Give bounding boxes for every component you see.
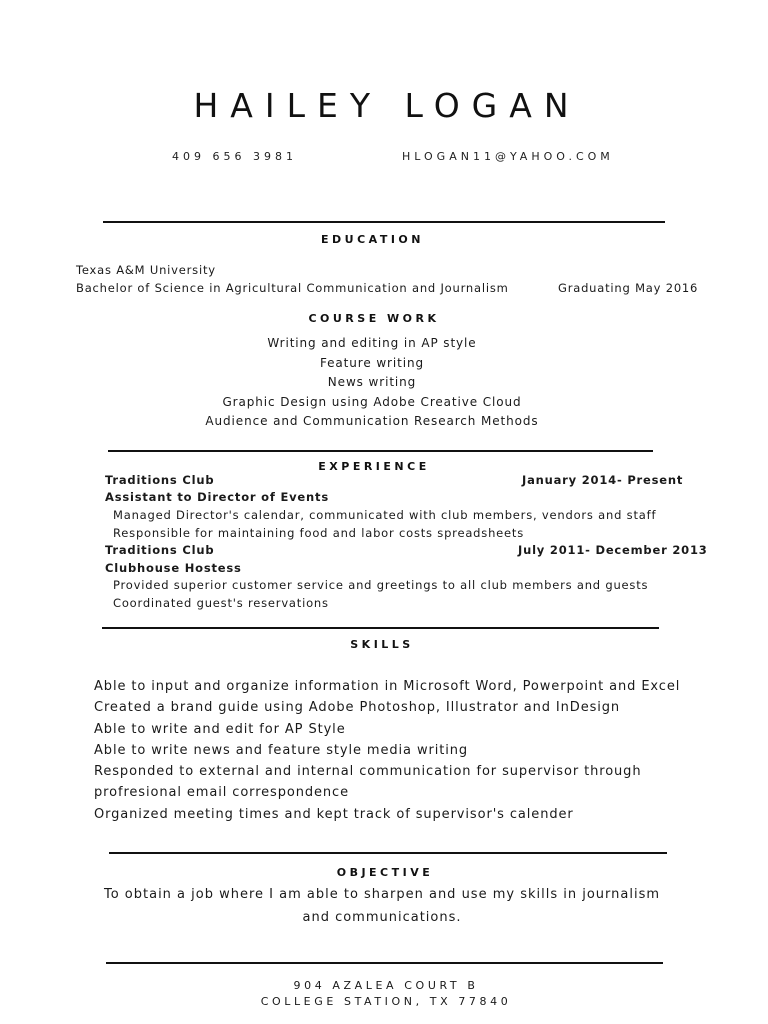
skill-item: Able to write news and feature style media writing [94, 742, 469, 758]
job-1-dates: January 2014- Present [522, 473, 684, 487]
job-1-duty: Managed Director's calendar, communicated with club members, vendors and staff [113, 508, 657, 522]
address-line-1: 904 AZALEA COURT B [293, 979, 479, 992]
coursework-heading: COURSE WORK [308, 312, 440, 325]
coursework-item: News writing [327, 375, 417, 389]
degree-name: Bachelor of Science in Agricultural Communication and Journalism [76, 281, 509, 295]
coursework-item: Feature writing [319, 355, 424, 370]
objective-heading: OBJECTIVE [336, 866, 434, 879]
skill-item: Responded to external and internal communication for supervisor through [94, 764, 642, 780]
skill-item: Able to input and organize information in Microsoft Word, Powerpoint and Excel [94, 679, 681, 694]
job-1-duty: Responsible for maintaining food and labor costs spreadsheets [113, 526, 525, 540]
job-2-duty: Coordinated guest's reservations [113, 596, 329, 610]
divider-education [103, 221, 665, 223]
job-1-organization: Traditions Club [105, 473, 215, 487]
divider-skills [102, 627, 659, 629]
school-name: Texas A&M University [76, 263, 216, 277]
divider-experience [108, 450, 653, 452]
objective-line: To obtain a job where I am able to sharpen and use my skills in journalism [103, 887, 661, 902]
job-2-duty: Provided superior customer service and greetings to all club members and guests [113, 578, 649, 592]
address-line-2: COLLEGE STATION, TX 77840 [260, 994, 512, 1008]
objective-text [0, 883, 766, 929]
mailing-address [2, 978, 768, 1009]
education-heading: EDUCATION [321, 233, 424, 246]
coursework-list [0, 334, 756, 432]
skill-item: profresional email correspondence [94, 785, 349, 801]
coursework-item: Audience and Communication Research Methods [205, 414, 539, 428]
coursework-item: Graphic Design using Adobe Creative Cloud [222, 394, 522, 409]
coursework-item: Writing and editing in AP style [267, 336, 477, 350]
email-address: HLOGAN11@YAHOO.COM [402, 150, 614, 163]
skills-heading: SKILLS [350, 638, 414, 651]
job-2-organization: Traditions Club [105, 543, 215, 557]
graduation-date: Graduating May 2016 [558, 281, 699, 295]
job-1-role: Assistant to Director of Events [105, 490, 329, 504]
skill-item: Able to write and edit for AP Style [94, 721, 346, 737]
skill-item: Organized meeting times and kept track of supervisor's calender [94, 806, 574, 822]
phone-number: 409 656 3981 [172, 150, 297, 163]
divider-address [106, 962, 663, 964]
objective-line: and communications. [302, 910, 462, 925]
applicant-name: HAILEY LOGAN [193, 86, 581, 125]
job-2-role: Clubhouse Hostess [105, 561, 242, 575]
skill-item: Created a brand guide using Adobe Photoshop, Illustrator and InDesign [94, 700, 621, 716]
divider-objective [109, 852, 667, 854]
skills-list [94, 676, 680, 825]
job-2-dates: July 2011- December 2013 [518, 543, 708, 557]
experience-heading: EXPERIENCE [318, 460, 430, 473]
